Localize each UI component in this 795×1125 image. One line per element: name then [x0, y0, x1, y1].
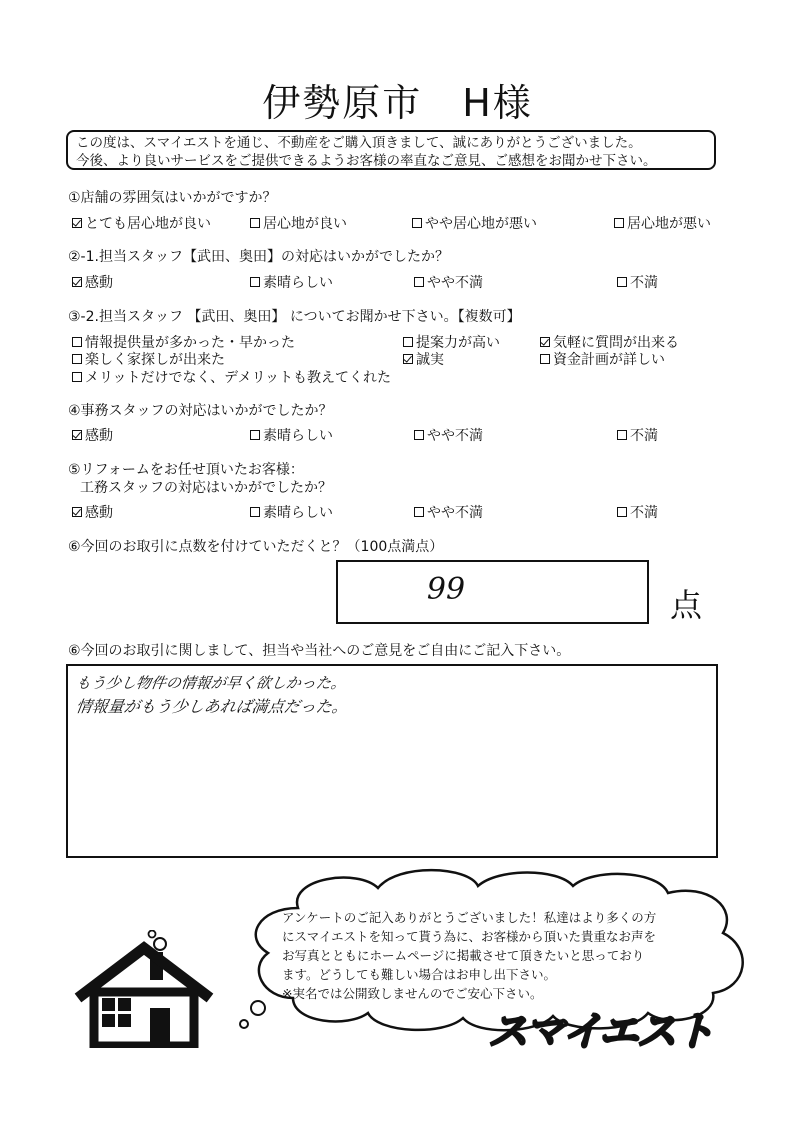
- q1-option-3[interactable]: やや居心地が悪い: [412, 213, 537, 233]
- checkbox-icon: [414, 430, 424, 440]
- question-5: ⑤リフォームをお任せ頂いたお客様：: [68, 462, 304, 478]
- cloud-line-2: にスマイエストを知って貰う為に、お客様から頂いた貴重なお声を: [282, 929, 657, 944]
- q3-option-7[interactable]: メリットだけでなく、デメリットも教えてくれた: [72, 367, 391, 387]
- checked-box-icon: [72, 430, 82, 440]
- intro-line-2: 今後、より良いサービスをご提供できるようお客様の率直なご意見、ご感想をお聞かせ下さい。: [76, 153, 657, 169]
- cloud-line-5: ※実名では公開致しませんのでご安心下さい。: [282, 986, 543, 1001]
- q3-option-5[interactable]: 誠実: [403, 349, 444, 369]
- q1-option-1[interactable]: とても居心地が良い: [72, 213, 211, 233]
- intro-box: [66, 130, 716, 170]
- checkbox-icon: [614, 218, 624, 228]
- score-value: 99: [426, 572, 466, 607]
- q2-option-3[interactable]: やや不満: [414, 272, 483, 292]
- intro-line-1: この度は、スマイエストを通じ、不動産をご購入頂きまして、誠にありがとうございました。: [76, 135, 642, 151]
- comment-line-2: 情報量がもう少しあれば満点だった。: [74, 697, 350, 716]
- checked-box-icon: [72, 218, 82, 228]
- q3-option-1[interactable]: 情報提供量が多かった・早かった: [72, 332, 295, 352]
- checkbox-icon: [250, 218, 260, 228]
- checkbox-icon: [414, 507, 424, 517]
- checkbox-icon: [72, 372, 82, 382]
- comment-line-1: もう少し物件の情報が早く欲しかった。: [74, 674, 348, 692]
- checkbox-icon: [250, 430, 260, 440]
- question-1: ①店舗の雰囲気はいかがですか？: [68, 190, 277, 206]
- checkbox-icon: [72, 337, 82, 347]
- q1-option-4[interactable]: 居心地が悪い: [614, 213, 711, 233]
- checkbox-icon: [617, 507, 627, 517]
- q4-option-1[interactable]: 感動: [72, 425, 113, 445]
- checkbox-icon: [403, 337, 413, 347]
- checkbox-icon: [72, 354, 82, 364]
- cloud-line-1: アンケートのご記入ありがとうございました！私達はより多くの方: [282, 910, 657, 925]
- q2-option-2[interactable]: 素晴らしい: [250, 272, 333, 292]
- q3-option-3[interactable]: 気軽に質問が出来る: [540, 332, 679, 352]
- checked-box-icon: [72, 277, 82, 287]
- q4-option-2[interactable]: 素晴らしい: [250, 425, 333, 445]
- q5-option-1[interactable]: 感動: [72, 502, 113, 522]
- question-5-line-2: 工務スタッフの対応はいかがでしたか？: [80, 480, 332, 496]
- q2-option-4[interactable]: 不満: [617, 272, 658, 292]
- checkbox-icon: [540, 354, 550, 364]
- brand-logo: スマイエスト: [488, 1009, 713, 1055]
- q5-option-2[interactable]: 素晴らしい: [250, 502, 333, 522]
- page-title: 伊勢原市 H様: [262, 81, 533, 125]
- score-unit: 点: [670, 586, 703, 624]
- q5-option-4[interactable]: 不満: [617, 502, 658, 522]
- q3-option-6[interactable]: 資金計画が詳しい: [540, 349, 665, 369]
- question-6: ⑥今回のお取引に点数を付けていただくと？（100点満点）: [68, 539, 444, 555]
- question-7: ⑥今回のお取引に関しまして、担当や当社へのご意見をご自由にご記入下さい。: [68, 643, 571, 659]
- question-4: ④事務スタッフの対応はいかがでしたか？: [68, 403, 333, 419]
- checkbox-icon: [617, 430, 627, 440]
- checked-box-icon: [72, 507, 82, 517]
- q4-option-3[interactable]: やや不満: [414, 425, 483, 445]
- checkbox-icon: [250, 277, 260, 287]
- checkbox-icon: [617, 277, 627, 287]
- q5-option-3[interactable]: やや不満: [414, 502, 483, 522]
- cloud-line-3: お写真とともにホームページに掲載させて頂きたいと思っており: [282, 948, 645, 963]
- q4-option-4[interactable]: 不満: [617, 425, 658, 445]
- q2-option-1[interactable]: 感動: [72, 272, 113, 292]
- q3-option-4[interactable]: 楽しく家探しが出来た: [72, 349, 225, 369]
- cloud-message: [282, 908, 702, 1003]
- checked-box-icon: [540, 337, 550, 347]
- question-2: ②-1.担当スタッフ【武田、奥田】の対応はいかがでしたか？: [68, 249, 449, 265]
- q3-option-2[interactable]: 提案力が高い: [403, 332, 500, 352]
- question-3: ③-2.担当スタッフ 【武田、奥田】 についてお聞かせ下さい。【複数可】: [68, 309, 521, 325]
- checkbox-icon: [412, 218, 422, 228]
- house-icon: [70, 930, 220, 1048]
- q1-option-2[interactable]: 居心地が良い: [250, 213, 347, 233]
- checkbox-icon: [250, 507, 260, 517]
- checked-box-icon: [403, 354, 413, 364]
- checkbox-icon: [414, 277, 424, 287]
- cloud-line-4: ます。どうしても難しい場合はお申し出下さい。: [282, 967, 557, 982]
